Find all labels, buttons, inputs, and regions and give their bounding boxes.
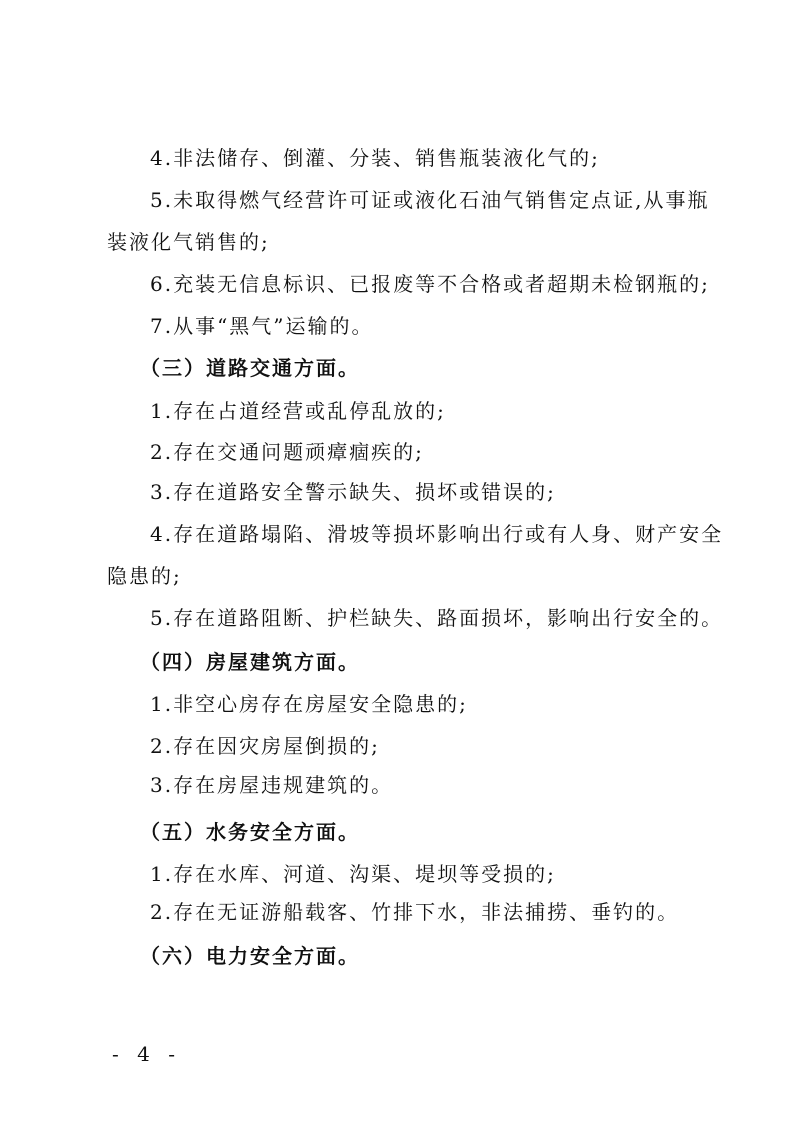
section-heading-road-traffic: （三）道路交通方面。 xyxy=(140,356,360,380)
section-heading-housing: （四）房屋建筑方面。 xyxy=(140,650,360,674)
item-gas-4: 4.非法储存、倒灌、分装、销售瓶装液化气的; xyxy=(150,146,600,170)
item-gas-5-cont: 装液化气销售的; xyxy=(107,230,270,254)
item-housing-2: 2.存在因灾房屋倒损的; xyxy=(150,734,380,758)
item-road-3: 3.存在道路安全警示缺失、损坏或错误的; xyxy=(150,480,556,504)
item-housing-1: 1.非空心房存在房屋安全隐患的; xyxy=(150,692,468,716)
item-gas-7: 7.从事“黑气”运输的。 xyxy=(150,314,374,338)
item-water-2: 2.存在无证游船载客、竹排下水，非法捕捞、垂钓的。 xyxy=(150,900,680,924)
item-road-4: 4.存在道路塌陷、滑坡等损坏影响出行或有人身、财产安全 xyxy=(150,522,724,546)
section-heading-water: （五）水务安全方面。 xyxy=(140,820,360,844)
item-water-1: 1.存在水库、河道、沟渠、堤坝等受损的; xyxy=(150,862,556,886)
section-heading-power: （六）电力安全方面。 xyxy=(140,944,360,968)
item-road-4-cont: 隐患的; xyxy=(107,564,182,588)
item-road-1: 1.存在占道经营或乱停乱放的; xyxy=(150,399,446,423)
item-road-5: 5.存在道路阻断、护栏缺失、路面损坏，影响出行安全的。 xyxy=(150,606,724,630)
page-number: - 4 - xyxy=(112,1042,181,1066)
item-gas-5: 5.未取得燃气经营许可证或液化石油气销售定点证,从事瓶 xyxy=(150,188,710,212)
item-gas-6: 6.充装无信息标识、已报废等不合格或者超期未检钢瓶的; xyxy=(150,272,710,296)
item-housing-3: 3.存在房屋违规建筑的。 xyxy=(150,773,394,797)
item-road-2: 2.存在交通问题顽瘴痼疾的; xyxy=(150,440,424,464)
